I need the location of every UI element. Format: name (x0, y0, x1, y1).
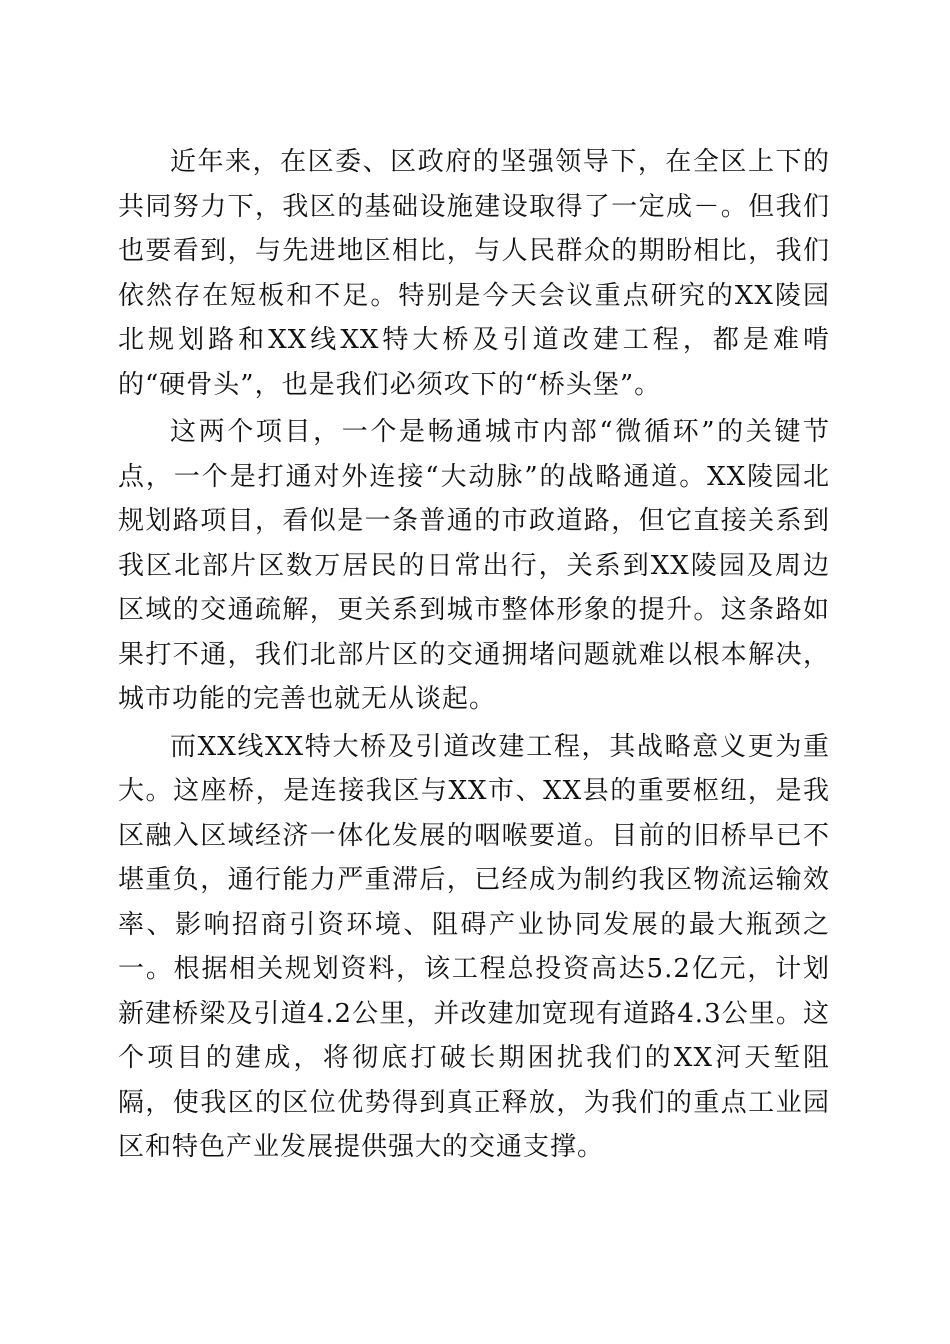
paragraph-3: 而XX线XX特大桥及引道改建工程，其战略意义更为重大。这座桥，是连接我区与XX市、XX县的重要枢纽，是我区融入区域经济一体化发展的咽喉要道。目前的旧桥早已不堪重负，通行能力严重滞后，已经成为制约我区物流运输效率、影响招商引资环境、阻碍产业协同发展的最大瓶颈之一。根据相关规划资料，该工程总投资高达5.2亿元，计划新建桥梁及引道4.2公里，并改建加宽现有道路4.3公里。这个项目的建成，将彻底打破长期困扰我们的XX河天堑阻隔，使我区的区位优势得到真正释放，为我们的重点工业园区和特色产业发展提供强大的交通支撑。 (118, 731, 830, 1162)
document-body (118, 140, 830, 1173)
paragraph-1: 近年来，在区委、区政府的坚强领导下，在全区上下的共同努力下，我区的基础设施建设取得了一定成－。但我们也要看到，与先进地区相比，与人民群众的期盼相比，我们依然存在短板和不足。特别是今天会议重点研究的XX陵园北规划路和XX线XX特大桥及引道改建工程，都是难啃的“硬骨头”，也是我们必须攻下的“桥头堡”。 (118, 147, 830, 400)
paragraph-2: 这两个项目，一个是畅通城市内部“微循环”的关键节点，一个是打通对外连接“大动脉”的战略通道。XX陵园北规划路项目，看似是一条普通的市政道路，但它直接关系到我区北部片区数万居民的日常出行，关系到XX陵园及周边区域的交通疏解，更关系到城市整体形象的提升。这条路如果打不通，我们北部片区的交通拥堵问题就难以根本解决，城市功能的完善也就无从谈起。 (118, 417, 830, 714)
